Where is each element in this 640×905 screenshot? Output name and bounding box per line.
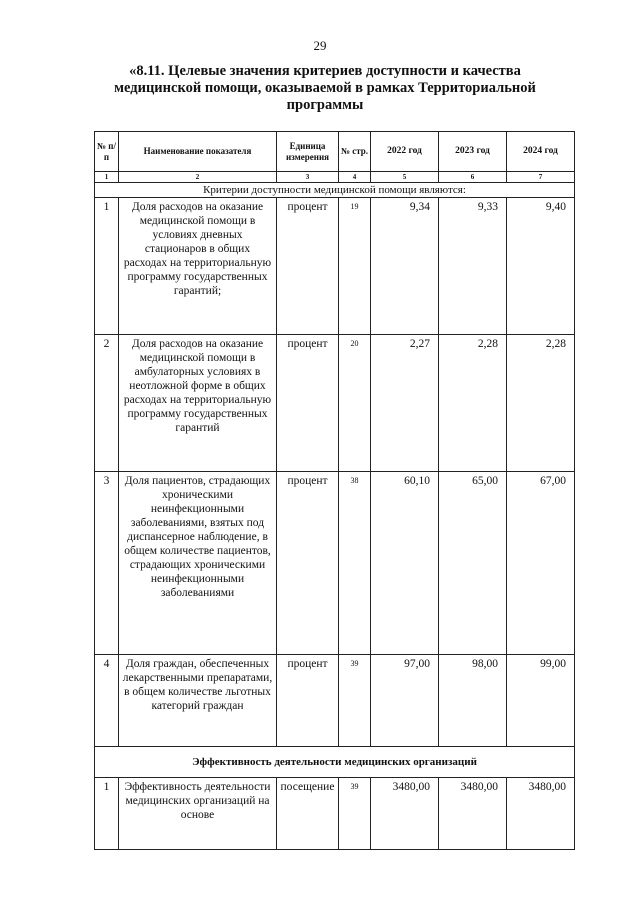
table-row: [95, 472, 575, 655]
header-num: № п/п: [95, 132, 119, 172]
indicator-name: Эффективность деятельности медицинских организаций на основе: [119, 778, 277, 850]
indicator-name: Доля расходов на оказание медицинской помощи в условиях дневных стационаров в общих расходах на территориальную программу государственных гарантий;: [119, 198, 277, 335]
value-2022: 97,00: [371, 655, 439, 747]
section-row-accessibility: [95, 183, 575, 198]
unit-cell: процент: [277, 655, 339, 747]
value-2023: 2,28: [439, 335, 507, 472]
table-row: [95, 655, 575, 747]
column-number: 4: [339, 172, 371, 183]
value-2023: 98,00: [439, 655, 507, 747]
row-number: 1: [95, 778, 119, 850]
page-ref: 19: [339, 198, 371, 335]
section-title: «8.11. Целевые значения критериев доступности и качества медицинской помощи, оказываемой в рамках Территориальной программы: [114, 63, 536, 113]
page-ref: 38: [339, 472, 371, 655]
value-2022: 60,10: [371, 472, 439, 655]
unit-cell: процент: [277, 335, 339, 472]
page-number: 29: [313, 38, 327, 53]
page-ref: 39: [339, 778, 371, 850]
value-2022: 3480,00: [371, 778, 439, 850]
column-number: 2: [119, 172, 277, 183]
value-2023: 65,00: [439, 472, 507, 655]
row-number: 1: [95, 198, 119, 335]
column-number: 5: [371, 172, 439, 183]
page-ref: 39: [339, 655, 371, 747]
unit-cell: посещение: [277, 778, 339, 850]
value-2024: 3480,00: [507, 778, 575, 850]
header-page: № стр.: [339, 132, 371, 172]
value-2022: 9,34: [371, 198, 439, 335]
value-2023: 3480,00: [439, 778, 507, 850]
indicator-name: Доля граждан, обеспеченных лекарственными препаратами, в общем количестве льготных категорий граждан: [119, 655, 277, 747]
column-number-row: [95, 172, 575, 183]
header-name: Наименование показателя: [119, 132, 277, 172]
header-2023: 2023 год: [439, 132, 507, 172]
value-2024: 67,00: [507, 472, 575, 655]
table-row: [95, 335, 575, 472]
column-number: 7: [507, 172, 575, 183]
value-2024: 99,00: [507, 655, 575, 747]
value-2023: 9,33: [439, 198, 507, 335]
table-row: [95, 198, 575, 335]
section-heading: Критерии доступности медицинской помощи являются:: [95, 183, 575, 198]
header-2022: 2022 год: [371, 132, 439, 172]
column-number: 3: [277, 172, 339, 183]
column-number: 6: [439, 172, 507, 183]
indicator-name: Доля пациентов, страдающих хроническими неинфекционными заболеваниями, взятых под диспансерное наблюдение, в общем количестве пациентов, страдающих хроническими неинфекционными заболеваниями: [119, 472, 277, 655]
indicator-name: Доля расходов на оказание медицинской помощи в амбулаторных условиях в неотложной форме в общих расходах на территориальную программу государственных гарантий: [119, 335, 277, 472]
value-2024: 9,40: [507, 198, 575, 335]
unit-cell: процент: [277, 472, 339, 655]
row-number: 4: [95, 655, 119, 747]
criteria-table: [94, 131, 575, 850]
column-number: 1: [95, 172, 119, 183]
unit-cell: процент: [277, 198, 339, 335]
row-number: 2: [95, 335, 119, 472]
value-2024: 2,28: [507, 335, 575, 472]
section-row-efficiency: [95, 747, 575, 778]
table-row: [95, 778, 575, 850]
page-ref: 20: [339, 335, 371, 472]
header-2024: 2024 год: [507, 132, 575, 172]
row-number: 3: [95, 472, 119, 655]
section-heading: Эффективность деятельности медицинских организаций: [95, 747, 575, 778]
header-unit: Единица измерения: [277, 132, 339, 172]
value-2022: 2,27: [371, 335, 439, 472]
header-row: [95, 132, 575, 172]
